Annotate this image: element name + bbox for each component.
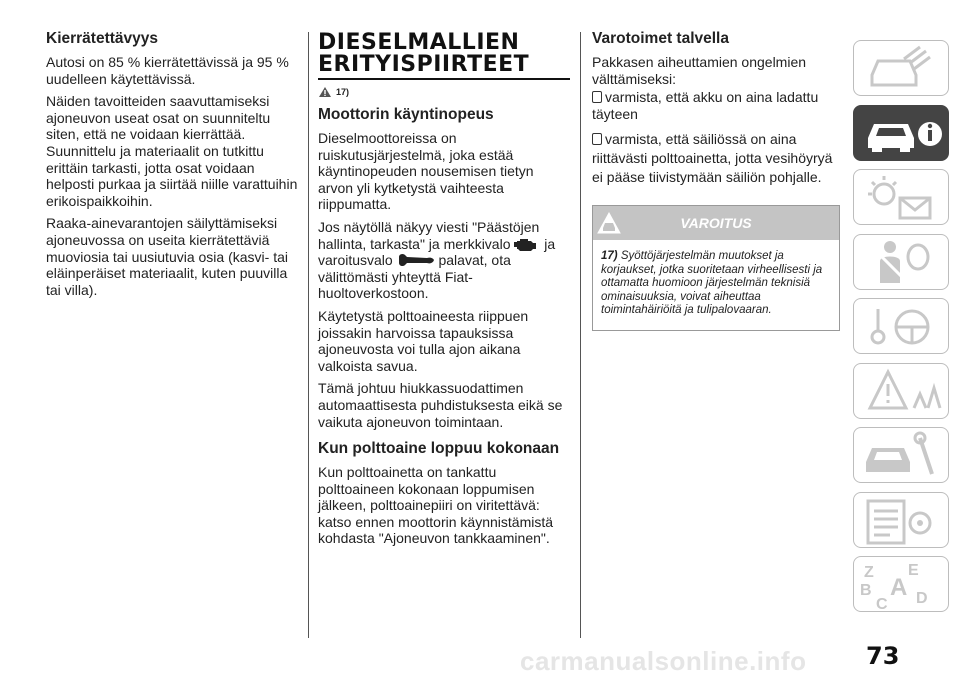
car-warning-icon bbox=[597, 212, 621, 234]
recycling-paragraph-3: Raaka-ainevarantojen säilyttämiseksi ajoneuvossa on useita kierrätettäviä muoviosia tai uusiutuvia osia (kasvi- tai eläinperäiset materiaalit, kuten puuvilla tai villa). bbox=[46, 215, 288, 298]
emissions-text-c: palavat, ota välittömästi yhteyttä Fiat-huoltoverkostoon. bbox=[318, 252, 511, 302]
technical-data-icon bbox=[854, 493, 949, 548]
winter-intro bbox=[592, 54, 840, 87]
column-divider bbox=[580, 32, 581, 638]
warning-body bbox=[593, 240, 839, 330]
index-letter-z: Z bbox=[864, 564, 874, 581]
warning-reference bbox=[318, 86, 570, 98]
tab-road-emergency[interactable] bbox=[853, 363, 949, 419]
winter-bullet-1 bbox=[592, 89, 840, 122]
index-letter-d: D bbox=[916, 590, 928, 607]
column-recycling bbox=[46, 30, 298, 304]
fuel-out-paragraph: Kun polttoainetta on tankattu polttoaineen kokonaan loppumisen jälkeen, polttoainepiiri on viritettävä: katso ennen moottorin käynnistämistä kohdasta "Ajoneuvon tankkaaminen". bbox=[318, 464, 554, 547]
emissions-text-a: Jos näytöllä näkyy viesti "Päästöjen hallinta, tarkasta" ja merkkivalo bbox=[318, 218, 540, 252]
recycling-paragraph-1: Autosi on 85 % kierrätettävissä ja 95 % uudelleen käytettävissä. bbox=[46, 54, 289, 87]
seatbelt-airbag-icon bbox=[854, 235, 949, 290]
column-diesel bbox=[318, 30, 570, 553]
winter-intro-text: Pakkasen aiheuttamien ongelmien välttämiseksi: bbox=[592, 54, 807, 87]
tab-car-info[interactable] bbox=[853, 105, 949, 161]
warning-header bbox=[593, 206, 839, 240]
car-info-icon bbox=[854, 106, 949, 161]
index-letter-c: C bbox=[876, 596, 888, 613]
checkbox-bullet-icon bbox=[592, 91, 602, 103]
recycling-paragraph-2: Näiden tavoitteiden saavuttamiseksi ajoneuvon useat osat on suunniteltu siten, että ne voidaan kierrättää. Suunnittelu ja materiaalit on tutkittu erittäin tarkasti, jotta osat voidaan helposti purkaa ja siirtää niille varattuihin erikoispaikkoihin. bbox=[46, 93, 298, 209]
page-number: 73 bbox=[866, 642, 900, 670]
emissions-paragraph bbox=[318, 219, 570, 302]
reference-number: 17) bbox=[336, 87, 350, 97]
tab-steering-key[interactable] bbox=[853, 298, 949, 354]
checkbox-bullet-icon bbox=[592, 133, 602, 145]
warning-number: 17) bbox=[601, 250, 618, 263]
filter-paragraph: Tämä johtuu hiukkassuodattimen automaattisesta puhdistuksesta eikä se vaikuta ajoneuvon toimintaan. bbox=[318, 380, 563, 430]
tab-car-dashboard[interactable] bbox=[853, 40, 949, 96]
index-letter-b: B bbox=[860, 582, 872, 599]
warning-triangle-icon bbox=[318, 86, 332, 98]
index-letter-a: A bbox=[890, 574, 908, 601]
car-maintenance-icon bbox=[854, 428, 949, 483]
engine-speed-heading: Moottorin käyntinopeus bbox=[318, 106, 494, 123]
tab-seatbelt-airbag[interactable] bbox=[853, 234, 949, 290]
tab-car-maintenance[interactable] bbox=[853, 427, 949, 483]
winter-bullet-2 bbox=[592, 130, 840, 187]
alphabetical-index-icon bbox=[854, 557, 949, 612]
tab-warning-lights[interactable] bbox=[853, 169, 949, 225]
emissions-text-b: ja varoitusvalo bbox=[318, 235, 556, 269]
section-title bbox=[318, 32, 570, 76]
spanner-warning-icon bbox=[397, 252, 435, 268]
winter-heading: Varotoimet talvella bbox=[592, 30, 729, 47]
engine-check-icon bbox=[514, 236, 540, 252]
warning-lights-icon bbox=[854, 170, 949, 225]
column-divider bbox=[308, 32, 309, 638]
title-rule bbox=[318, 78, 570, 80]
tab-technical-data[interactable] bbox=[853, 492, 949, 548]
chapter-tabs bbox=[853, 40, 953, 621]
fuel-out-heading: Kun polttoaine loppuu kokonaan bbox=[318, 440, 560, 458]
recycling-heading: Kierrätettävyys bbox=[46, 30, 159, 47]
smoke-paragraph: Käytetystä polttoaineesta riippuen joissakin harvoissa tapauksissa ajoneuvosta voi tulla ajon aikana valkoista savua. bbox=[318, 307, 529, 374]
watermark: carmanualsonline.info bbox=[520, 646, 807, 676]
winter-bullet-2-text: varmista, että säiliössä on aina riittävästi polttoainetta, jotta vesihöyryä ei pääse tiivistymään säiliön pohjalle. bbox=[592, 131, 833, 186]
warning-title: VAROITUS bbox=[680, 215, 752, 232]
section-title-line-1: DIESELMALLIEN bbox=[318, 30, 520, 55]
warning-text: Syöttöjärjestelmän muutokset ja korjaukset, jotka suoritetaan virheellisesti ja ottamatta huomioon järjestelmän teknisiä ominaisuuksia, voivat aiheuttaa toimintahäiriöitä ja tulipalovaaran. bbox=[601, 250, 823, 317]
winter-bullet-1-text: varmista, että akku on aina ladattu täyteen bbox=[592, 89, 819, 122]
warning-box bbox=[592, 205, 840, 331]
tab-alphabetical-index[interactable] bbox=[853, 556, 949, 612]
section-title-line-2: ERITYISPIIRTEET bbox=[318, 52, 530, 77]
engine-speed-paragraph-1: Dieselmoottoreissa on ruiskutusjärjestelmä, joka estää käyntinopeuden nousemisen tietyn arvon yli kytketystä vaihteesta riippumatta. bbox=[318, 130, 534, 213]
car-dashboard-icon bbox=[854, 41, 949, 96]
index-letter-e: E bbox=[908, 562, 919, 579]
road-emergency-icon bbox=[854, 364, 949, 419]
column-winter bbox=[592, 30, 840, 331]
steering-wheel-key-icon bbox=[854, 299, 949, 354]
